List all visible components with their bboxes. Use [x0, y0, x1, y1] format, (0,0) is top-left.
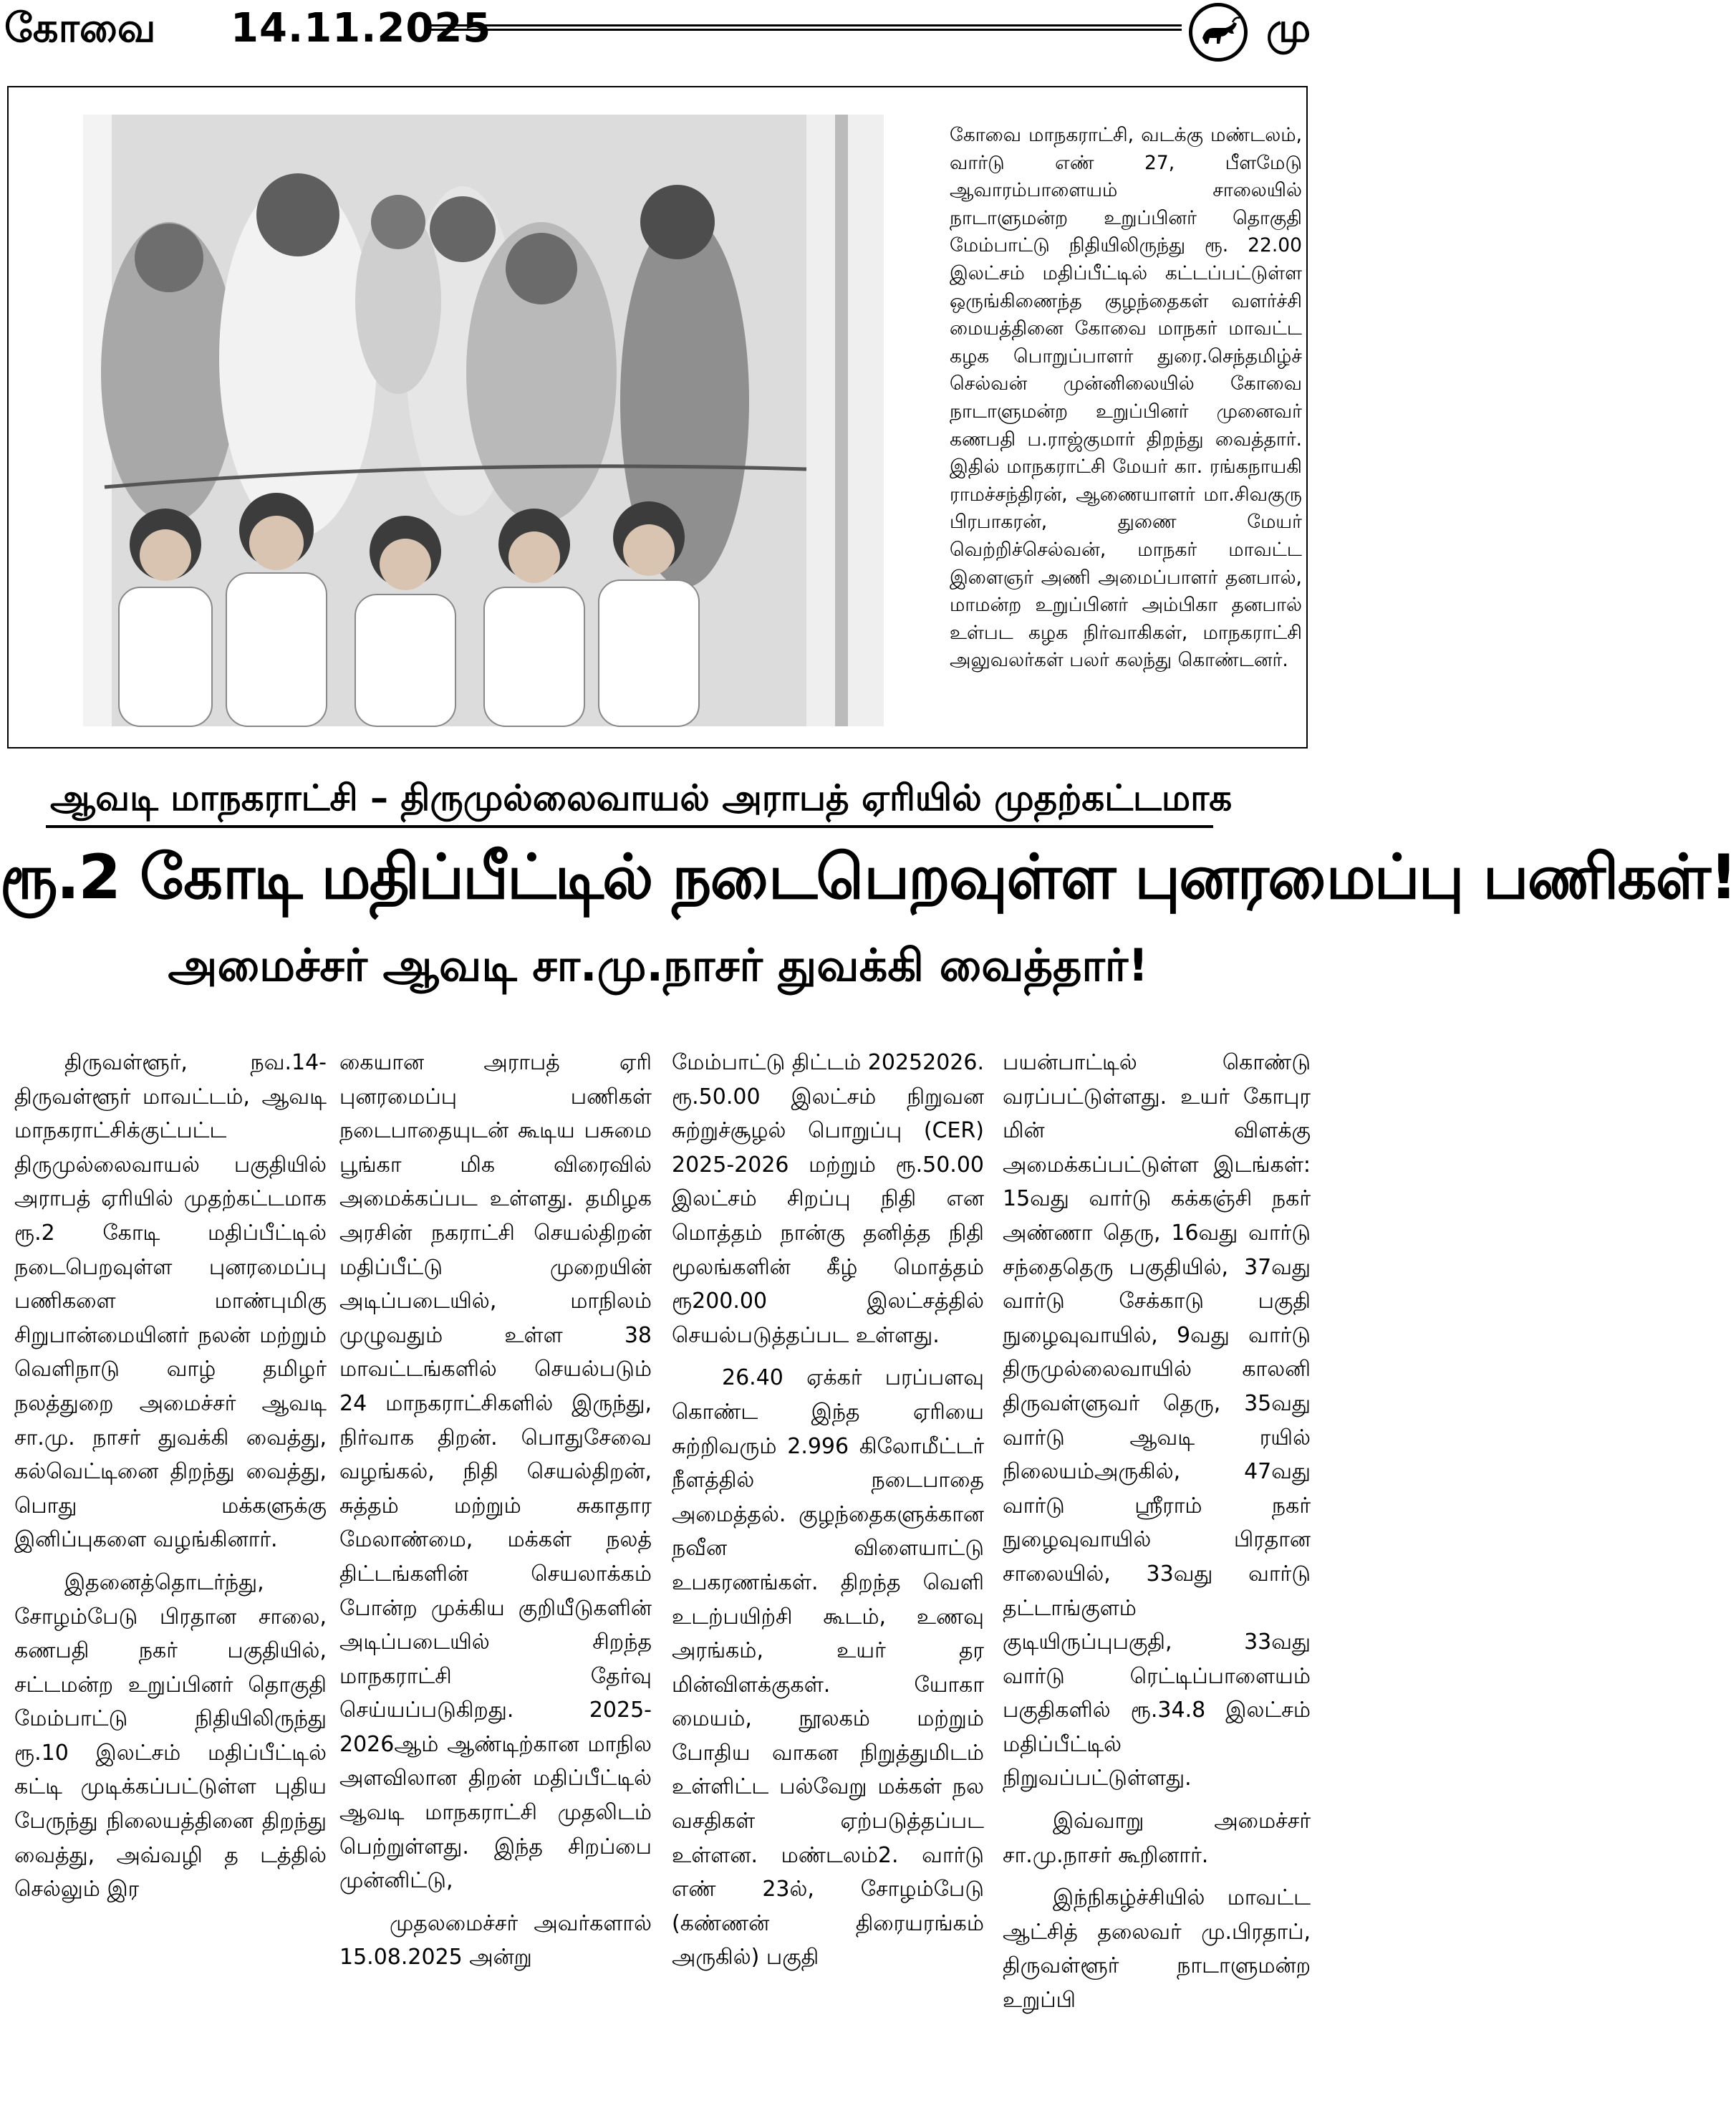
article-column-4 — [1003, 1046, 1311, 2113]
article-column-2 — [339, 1046, 652, 2113]
article-headline: ரூ.2 கோடி மதிப்பீட்டில் நடைபெறவுள்ள புனரமைப்பு பணிகள்! — [0, 842, 1736, 913]
paragraph: பயன்பாட்டில் கொண்டு வரப்பட்டுள்ளது. உயர் கோபுர மின் விளக்கு அமைக்கப்பட்டுள்ள இடங்கள்: 15வது வார்டு கக்கஞ்சி நகர் அண்ணா தெரு, 16வது வார்டு சந்தைதெரு பகுதியில், 37வது வார்டு சேக்காடு பகுதி நுழைவுவாயில், 9வது வார்டு திருமுல்லைவாயில் காலனி திருவள்ளுவர் தெரு, 35வது வார்டு ஆவடி ரயில் நிலையம்அருகில், 47வது வார்டு ஸ்ரீராம் நகர் நுழைவுவாயில் பிரதான சாலையில், 33வது வார்டு தட்டாங்குளம் குடியிருப்புபகுதி, 33வது வார்டு ரெட்டிப்பாளையம் பகுதிகளில் ரூ.34.8 இலட்சம் மதிப்பீட்டில் நிறுவப்பட்டுள்ளது. — [1003, 1050, 1311, 1791]
edition-city: கோவை — [4, 5, 156, 52]
masthead — [0, 0, 1316, 64]
ribbon-cutting-photo — [83, 115, 884, 726]
paragraph: திருவள்ளூர், நவ.14- திருவள்ளூர் மாவட்டம், ஆவடி மாநகராட்சிக்குட்பட்ட திருமுல்லைவாயல் பகுதியில் அராபத் ஏரியில் முதற்கட்டமாக ரூ.2 கோடி மதிப்பீட்டில் நடைபெறவுள்ள புனரமைப்பு பணிகளை மாண்புமிகு சிறுபான்மையினர் நலன் மற்றும் வெளிநாடு வாழ் தமிழர் நலத்துறை அமைச்சர் ஆவடி சா.மு. நாசர் துவக்கி வைத்து, கல்வெட்டினை திறந்து வைத்து, பொது மக்களுக்கு இனிப்புகளை வழங்கினார். — [14, 1050, 327, 1553]
paragraph: 26.40 ஏக்கர் பரப்பளவு கொண்ட இந்த ஏரியை சுற்றிவரும் 2.996 கிலோமீட்டர் நீளத்தில் நடைபாதை அமைத்தல். குழந்தைகளுக்கான நவீன விளையாட்டு உபகரணங்கள். திறந்த வெளி உடற்பயிற்சி கூடம், உணவு அரங்கம், உயர் தர மின்விளக்குகள். யோகா மையம், நூலகம் மற்றும் போதிய வாகன நிறுத்துமிடம் உள்ளிட்ட பல்வேறு மக்கள் நல வசதிகள் ஏற்படுத்தப்பட உள்ளன. மண்டலம்2. வார்டு எண் 23ல், சோழம்பேடு (கண்ணன் திரையரங்கம் அருகில்) பகுதி — [672, 1365, 984, 1970]
kicker-underline — [46, 825, 1213, 828]
article-kicker: ஆவடி மாநகராட்சி – திருமுல்லைவாயல் அராபத் ஏரியில் முதற்கட்டமாக — [50, 777, 1233, 819]
paragraph: இதனைத்தொடர்ந்து, சோழம்பேடு பிரதான சாலை, கணபதி நகர் பகுதியில், சட்டமன்ற உறுப்பினர் தொகுதி மேம்பாட்டு நிதியிலிருந்து ரூ.10 இலட்சம் மதிப்பீட்டில் கட்டி முடிக்கப்பட்டுள்ள புதிய பேருந்து நிலையத்தினை திறந்து வைத்து, அவ்வழி த டத்தில் செல்லும் இர — [14, 1569, 327, 1902]
photo-caption: கோவை மாநகராட்சி, வடக்கு மண்டலம், வார்டு எண் 27, பீளமேடு ஆவாரம்பாளையம் சாலையில் நாடாளுமன்ற உறுப்பினர் தொகுதி மேம்பாட்டு நிதியிலிருந்து ரூ. 22.00 இலட்சம் மதிப்பீட்டில் கட்டப்பட்டுள்ள ஒருங்கிணைந்த குழந்தைகள் வளர்ச்சி மையத்தினை கோவை மாநகர் மாவட்ட கழக பொறுப்பாளர் துரை.செந்தமிழ்ச் செல்வன் முன்னிலையில் கோவை நாடாளுமன்ற உறுப்பினர் முனைவர் கணபதி ப.ராஜ்குமார் திறந்து வைத்தார். இதில் மாநகராட்சி மேயர் கா. ரங்கநாயகி ராமச்சந்திரன், ஆணையாளர் மா.சிவகுரு பிரபாகரன், துணை மேயர் வெற்றிச்செல்வன், மாநகர் மாவட்ட இளைஞர் அணி அமைப்பாளர் தனபால், மாமன்ற உறுப்பினர் அம்பிகா தனபால் உள்பட கழக நிர்வாகிகள், மாநகராட்சி அலுவலர்கள் பலர் கலந்து கொண்டனர். — [950, 124, 1302, 672]
bull-logo-icon — [1189, 3, 1248, 62]
paragraph: மேம்பாட்டு திட்டம் 20252026. ரூ.50.00 இலட்சம் நிறுவன சுற்றுச்சூழல் பொறுப்பு (CER) 2025-2026 மற்றும் ரூ.50.00 இலட்சம் சிறப்பு நிதி என மொத்தம் நான்கு தனித்த நிதி மூலங்களின் கீழ் மொத்தம் ரூ200.00 இலட்சத்தில் செயல்படுத்தப்பட உள்ளது. — [672, 1050, 985, 1348]
paragraph: இந்நிகழ்ச்சியில் மாவட்ட ஆட்சித் தலைவர் மு.பிரதாப், திருவள்ளூர் நாடாளுமன்ற உறுப்பி — [1003, 1885, 1311, 2013]
article-subheadline: அமைச்சர் ஆவடி சா.மு.நாசர் துவக்கி வைத்தார்! — [168, 939, 1149, 991]
masthead-rule — [430, 24, 1182, 31]
edition-date: 14.11.2025 — [231, 5, 492, 52]
paragraph: முதலமைச்சர் அவர்களால் 15.08.2025 அன்று — [339, 1910, 652, 1970]
paragraph: கையான அராபத் ஏரி புனரமைப்பு பணிகள் நடைபாதையுடன் கூடிய பசுமை பூங்கா மிக விரைவில் அமைக்கப்பட உள்ளது. தமிழக அரசின் நகராட்சி செயல்திறன் மதிப்பீட்டு முறையின் அடிப்படையில், மாநிலம் முழுவதும் உள்ள 38 மாவட்டங்களில் செயல்படும் 24 மாநகராட்சிகளில் இருந்து, நிர்வாக திறன். பொதுசேவை வழங்கல், நிதி செயல்திறன், சுத்தம் மற்றும் சுகாதார மேலாண்மை, மக்கள் நலத் திட்டங்களின் செயலாக்கம் போன்ற முக்கிய குறியீடுகளின் அடிப்படையில் சிறந்த மாநகராட்சி தேர்வு செய்யப்படுகிறது. 2025-2026ஆம் ஆண்டிற்கான மாநில அளவிலான திறன் மதிப்பீட்டில் ஆவடி மாநகராட்சி முதலிடம் பெற்றுள்ளது. இந்த சிறப்பை முன்னிட்டு, — [339, 1050, 652, 1894]
photo-story-box — [7, 86, 1308, 749]
article-column-1 — [14, 1046, 327, 2113]
paragraph: இவ்வாறு அமைச்சர் சா.மு.நாசர் கூறினார். — [1003, 1809, 1311, 1868]
article-column-3 — [672, 1046, 984, 2113]
newspaper-name-partial: மு — [1266, 5, 1311, 52]
